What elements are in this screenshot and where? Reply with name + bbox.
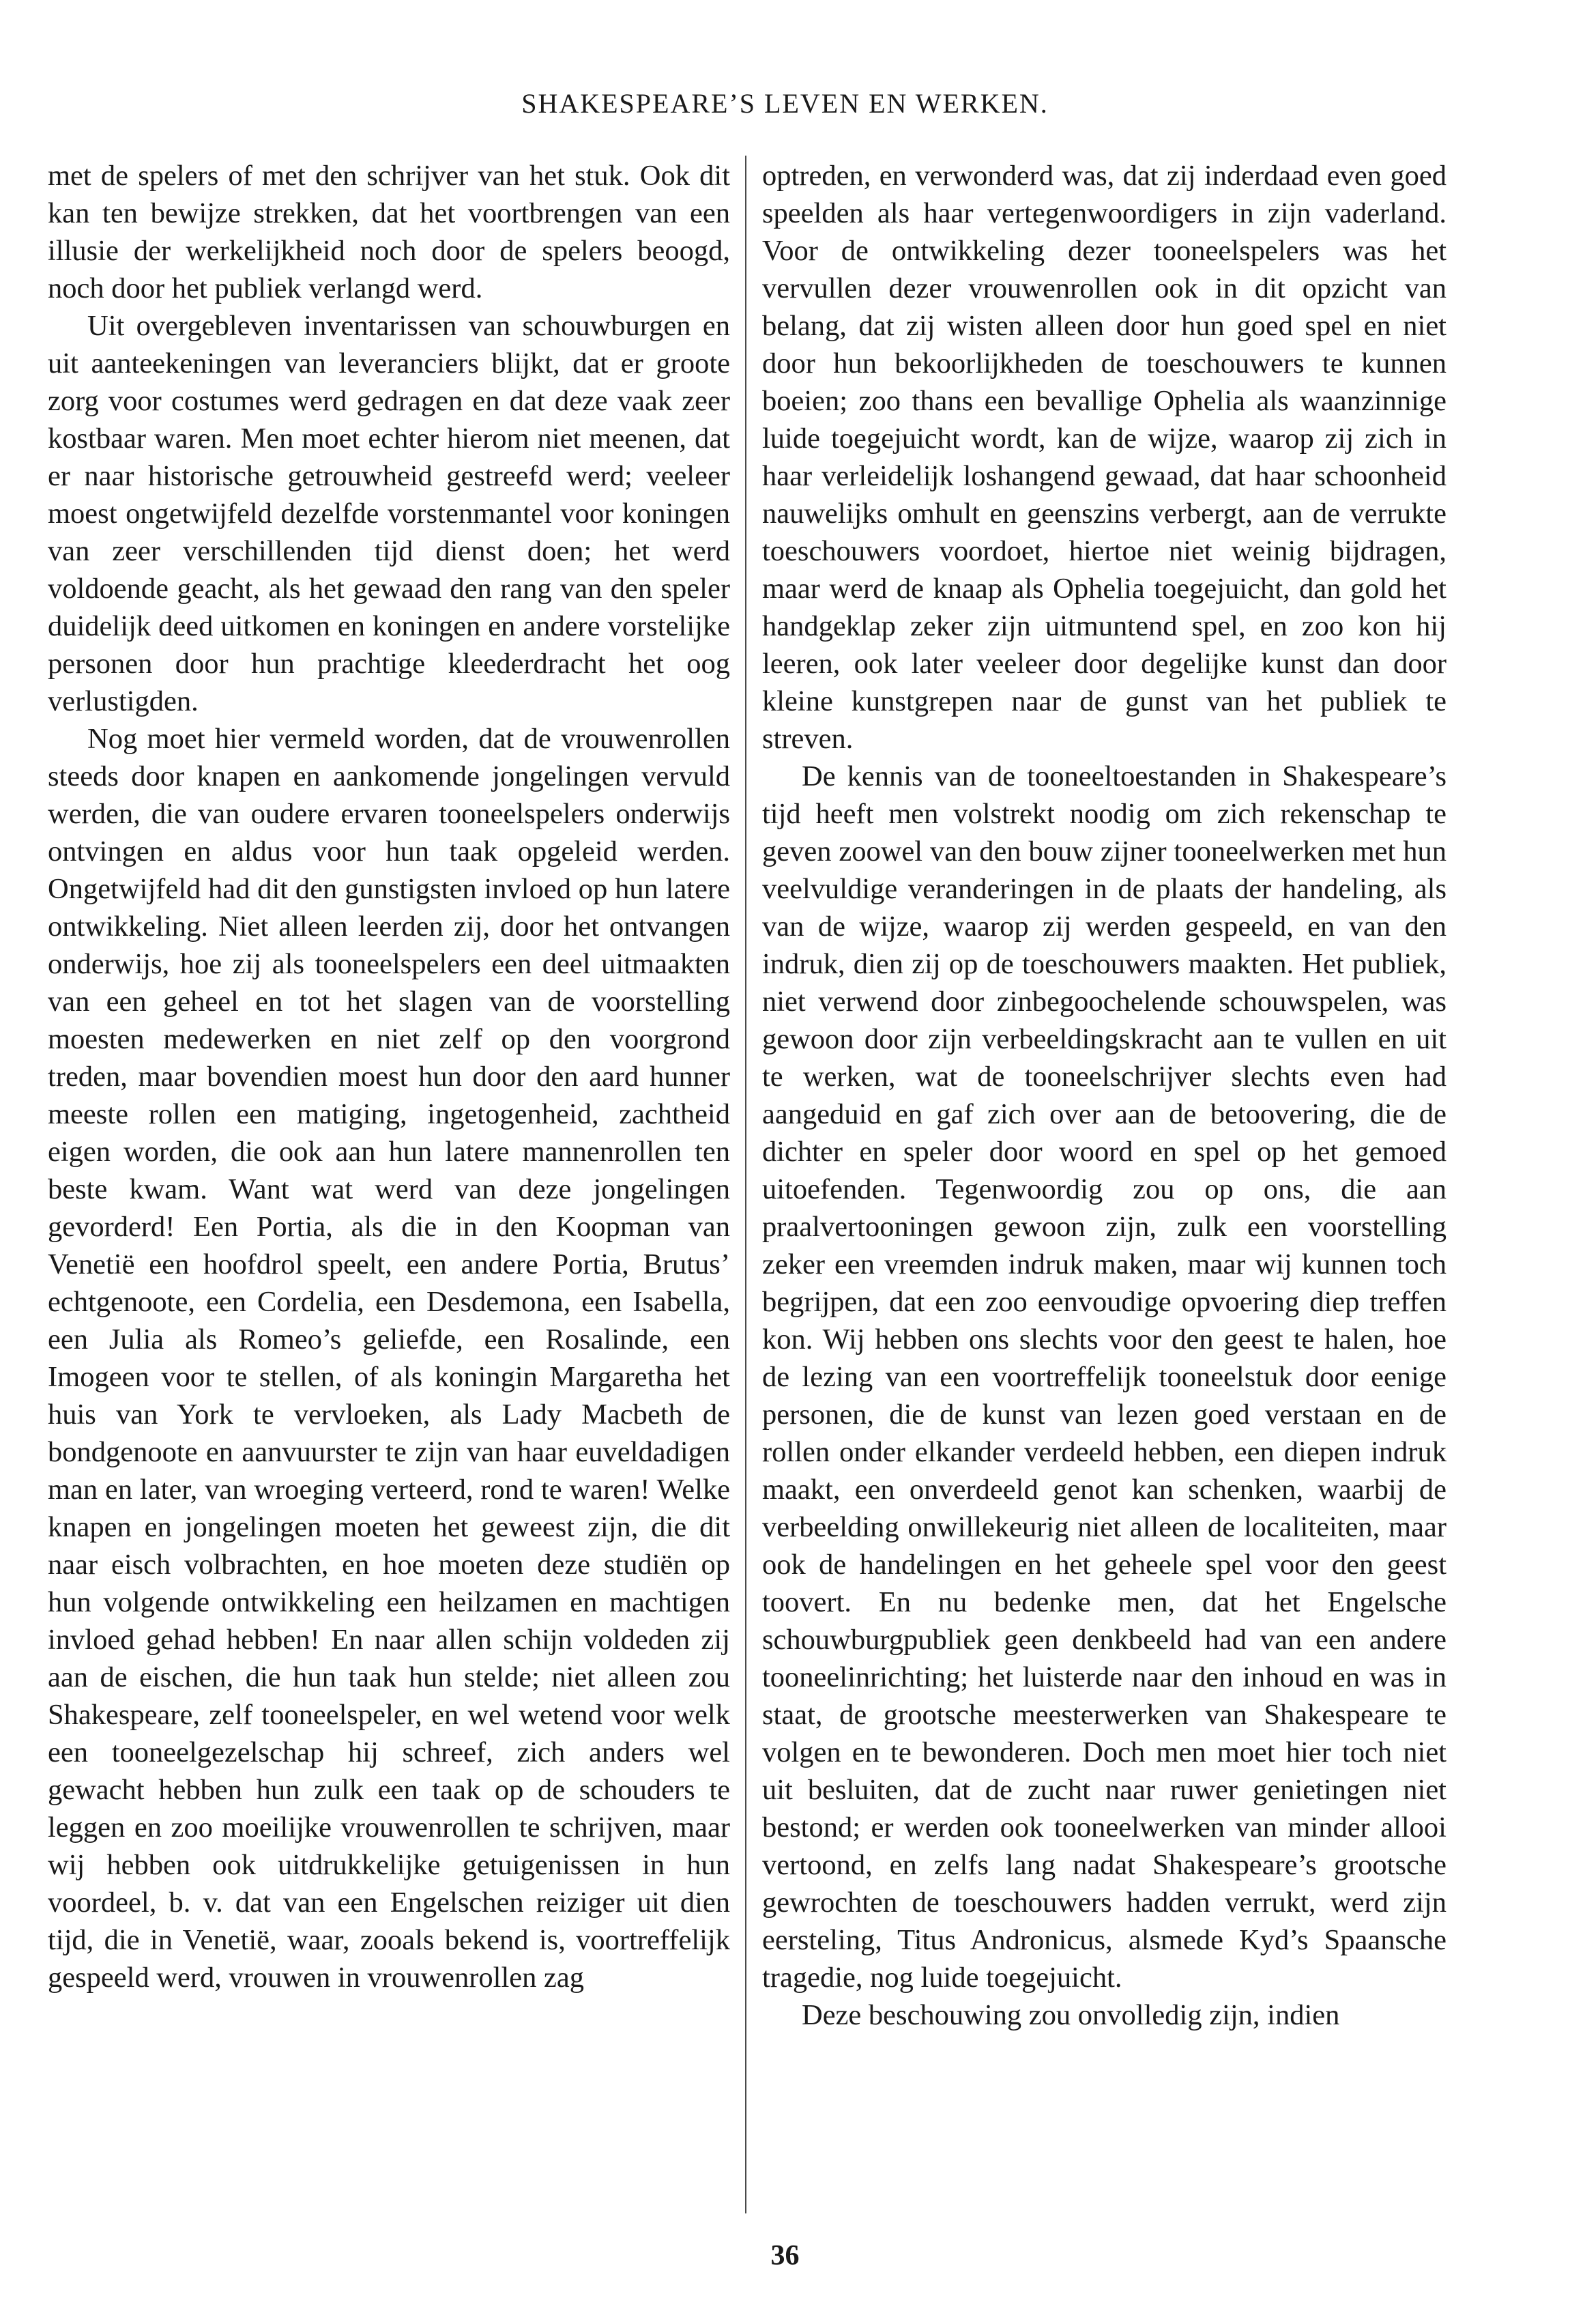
paragraph-right-1: optreden, en verwonderd was, dat zij inderdaad even goed speelden als haar vertegenwoordigers in zijn vaderland. Voor de ontwikkeling dezer tooneelspelers was het vervullen dezer vrouwenrollen ook in dit opzicht van belang, dat zij wisten alleen door hun goed spel en niet door hun bekoorlijkheden de toeschouwers te kunnen boeien; zoo thans een bevallige Ophelia als waanzinnige luide toegejuicht wordt, kan de wijze, waarop zij zich in haar verleidelijk loshangend gewaad, dat haar schoonheid nauwelijks omhult en geenszins verbergt, aan de verrukte toeschouwers voordoet, hiertoe niet weinig bijdragen, maar werd de knaap als Ophelia toegejuicht, dan gold het handgeklap zeker zijn uitmuntend spel, en zoo kon hij leeren, ook later veeleer door degelijke kunst dan door kleine kunstgrepen naar de gunst van het publiek te streven.	[762, 160, 1447, 755]
right-column	[762, 157, 1447, 2034]
paragraph-right-3: Deze beschouwing zou onvolledig zijn, indien	[802, 1999, 1340, 2031]
left-column	[48, 157, 730, 1996]
paragraph-left-1: met de spelers of met den schrijver van het stuk. Ook dit kan ten bewijze strekken, dat het voortbrengen van een illusie der werkelijkheid noch door de spelers beoogd, noch door het publiek verlangd werd.	[48, 160, 730, 304]
paragraph-left-2: Uit overgebleven inventarissen van schouwburgen en uit aanteekeningen van leveranciers blijkt, dat er groote zorg voor costumes werd gedragen en dat deze vaak zeer kostbaar waren. Men moet echter hierom niet meenen, dat er naar historische getrouwheid gestreefd werd; veeleer moest ongetwijfeld dezelfde vorstenmantel voor koningen van zeer verschillenden tijd dienst doen; het werd voldoende geacht, als het gewaad den rang van den speler duidelijk deed uitkomen en koningen en andere vorstelijke personen door hun prachtige kleederdracht het oog verlustigden.	[48, 310, 730, 717]
running-title: SHAKESPEARE’S LEVEN EN WERKEN.	[521, 88, 1049, 119]
paragraph-left-3: Nog moet hier vermeld worden, dat de vrouwenrollen steeds door knapen en aankomende jongelingen vervuld werden, die van oudere ervaren tooneelspelers onderwijs ontvingen en aldus voor hun taak opgeleid werden. Ongetwijfeld had dit den gunstigsten invloed op hun latere ontwikkeling. Niet alleen leerden zij, door het ontvangen onderwijs, hoe zij als tooneelspelers een deel uitmaakten van een geheel en tot het slagen van de voorstelling moesten medewerken en niet zelf op den voorgrond treden, maar bovendien moest hun door den aard hunner meeste rollen een matiging, ingetogenheid, zachtheid eigen worden, die ook aan hun latere mannenrollen ten beste kwam. Want wat werd van deze jongelingen gevorderd! Een Portia, als die in den Koopman van Venetië een hoofdrol speelt, een andere Portia, Brutus’ echtgenoote, een Cordelia, een Desdemona, een Isabella, een Julia als Romeo’s geliefde, een Rosalinde, een Imogeen voor te stellen, of als koningin Margaretha het huis van York te vervloeken, als Lady Macbeth de bondgenoote en aanvuurster te zijn van haar euveldadigen man en later, van wroeging verteerd, rond te waren! Welke knapen en jongelingen moeten het geweest zijn, die dit naar eisch volbrachten, en hoe moeten deze studiën op hun volgende ontwikkeling een heilzamen en machtigen invloed gehad hebben! En naar allen schijn voldeden zij aan de eischen, die hun taak hun stelde; niet alleen zou Shakespeare, zelf tooneelspeler, en wel wetend voor welk een tooneelgezelschap hij schreef, zich anders wel gewacht hebben hun zulk een taak op de schouders te leggen en zoo moeilijke vrouwenrollen te schrijven, maar wij hebben ook uitdrukkelijke getuigenissen in hun voordeel, b. v. dat van een Engelschen reiziger uit dien tijd, die in Venetië, waar, zooals bekend is, voortreffelijk gespeeld werd, vrouwen in vrouwenrollen zag	[48, 723, 730, 1994]
paragraph-right-2: De kennis van de tooneeltoestanden in Shakespeare’s tijd heeft men volstrekt noodig om zich rekenschap te geven zoowel van den bouw zijner tooneelwerken met hun veelvuldige veranderingen in de plaats der handeling, als van de wijze, waarop zij werden gespeeld, en van den indruk, dien zij op de toeschouwers maakten. Het publiek, niet verwend door zinbegoochelende schouwspelen, was gewoon door zijn verbeeldingskracht aan te vullen en uit te werken, wat de tooneelschrijver slechts even had aangeduid en gaf zich over aan de betoovering, die de dichter en speler door woord en spel op het gemoed uitoefenden. Tegenwoordig zou op ons, die aan praalvertooningen gewoon zijn, zulk een voorstelling zeker een vreemden indruk maken, maar wij kunnen toch begrijpen, dat een zoo eenvoudige opvoering diep treffen kon. Wij hebben ons slechts voor den geest te halen, hoe de lezing van een voortreffelijk tooneelstuk door eenige personen, die de kunst van lezen goed verstaan en de rollen onder elkander verdeeld hebben, een diepen indruk maakt, een onverdeeld genot kan schenken, waarbij de verbeelding onwillekeurig niet alleen de localiteiten, maar ook de handelingen en het geheele spel voor den geest toovert. En nu bedenke men, dat het Engelsche schouwburgpubliek geen denkbeeld had van een andere tooneelinrichting; het luisterde naar den inhoud en was in staat, de grootsche meesterwerken van Shakespeare te volgen en te bewonderen. Doch men moet hier toch niet uit besluiten, dat de zucht naar ruwer genietingen niet bestond; er werden ook tooneelwerken van minder allooi vertoond, en zelfs lang nadat Shakespeare’s grootsche gewrochten de toeschouwers hadden verrukt, werd zijn eersteling, Titus Andronicus, alsmede Kyd’s Spaansche tragedie, nog luide toegejuicht.	[762, 760, 1447, 1994]
column-divider	[745, 156, 746, 2213]
page-number: 36	[770, 2240, 800, 2271]
